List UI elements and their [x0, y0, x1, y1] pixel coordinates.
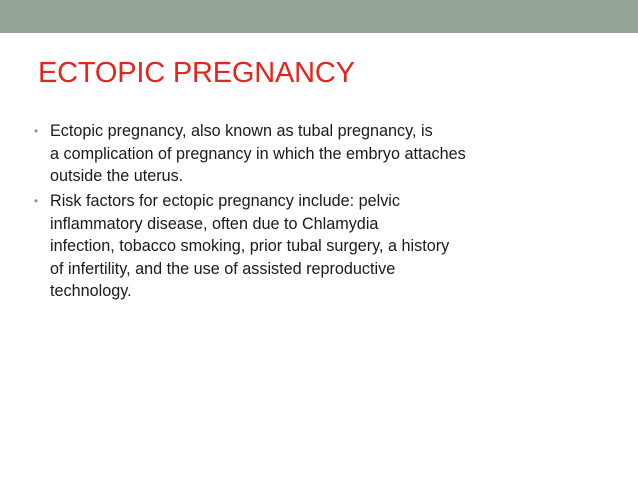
slide-title: ECTOPIC PREGNANCY — [38, 57, 355, 89]
bullet-line: inflammatory disease, often due to Chlamydia — [50, 214, 379, 233]
bullet-item-definition — [34, 120, 624, 188]
top-accent-bar — [0, 0, 638, 33]
bullet-list — [34, 120, 624, 305]
bullet-line: of infertility, and the use of assisted reproductive — [50, 259, 396, 278]
bullet-dot-icon: • — [34, 124, 39, 138]
bullet-line: infection, tobacco smoking, prior tubal surgery, a history — [50, 237, 450, 255]
bullet-line: outside the uterus. — [50, 167, 184, 185]
bullet-line: technology. — [50, 282, 132, 300]
bullet-line: Ectopic pregnancy, also known as tubal pregnancy, is — [50, 122, 433, 140]
bullet-item-risk-factors — [34, 190, 624, 303]
bullet-line: a complication of pregnancy in which the embryo attaches — [50, 144, 466, 163]
bullet-dot-icon: • — [34, 194, 39, 208]
bullet-line: Risk factors for ectopic pregnancy include: pelvic — [50, 192, 400, 210]
